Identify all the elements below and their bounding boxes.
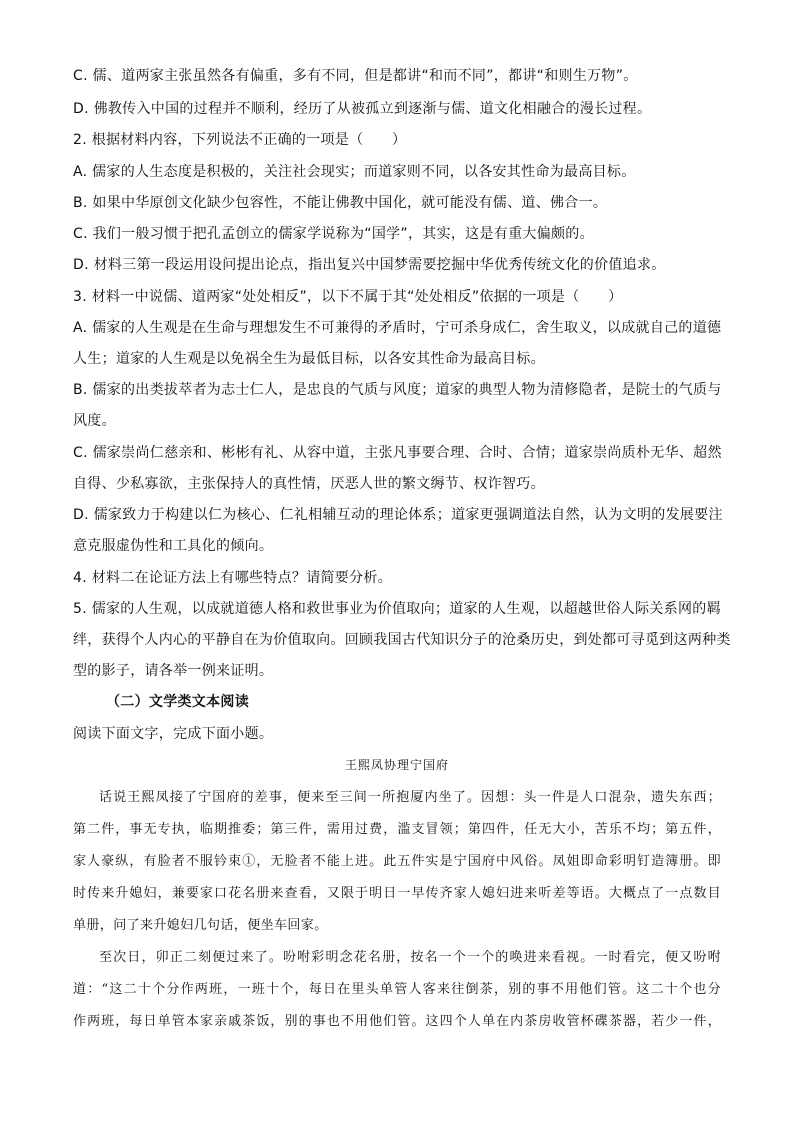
option-line: B. 如果中华原创文化缺少包容性，不能让佛教中国化，就可能没有儒、道、佛合一。 bbox=[73, 195, 608, 211]
option-line: D. 材料三第一段运用设问提出论点，指出复兴中国梦需要挖掘中华优秀传统文化的价值追求。 bbox=[73, 257, 666, 273]
option-line: C. 儒、道两家主张虽然各有偏重，多有不同，但是都讲“和而不同”，都讲“和则生万物”。 bbox=[73, 68, 638, 84]
option-line: 人生；道家的人生观是以免祸全生为最低目标，以各安其性命为最高目标。 bbox=[73, 351, 545, 367]
story-line: 单册，问了来升媳妇几句话，便坐车回家。 bbox=[73, 918, 328, 933]
question-stem: 3. 材料一中说儒、道两家“处处相反”，以下不属于其“处处相反”依据的一项是（ ） bbox=[73, 289, 623, 305]
option-line: D. 儒家致力于构建以仁为核心、仁礼相辅互动的理论体系；道家更强调道法自然，认为文明的发展要注 bbox=[73, 507, 723, 523]
option-line: D. 佛教传入中国的过程并不顺利，经历了从被孤立到逐渐与儒、道文化相融合的漫长过程。 bbox=[73, 101, 652, 117]
story-title: 王熙凤协理宁国府 bbox=[344, 758, 449, 772]
option-line: A. 儒家的人生观是在生命与理想发生不可兼得的矛盾时，宁可杀身成仁，舍生取义，以成就自己的道德 bbox=[73, 320, 722, 336]
option-line: 风度。 bbox=[73, 413, 116, 429]
question-line: 5. 儒家的人生观，以成就道德人格和救世事业为价值取向；道家的人生观，以超越世俗人际关系网的羁 bbox=[73, 601, 721, 617]
question-stem: 2. 根据材料内容，下列说法不正确的一项是（ ） bbox=[73, 132, 407, 148]
question-stem: 4. 材料二在论证方法上有哪些特点？请简要分析。 bbox=[73, 570, 393, 586]
story-line: 作两班，每日单管本家亲戚茶饭，别的事也不用他们管。这四个人单在内茶房收管杯碟茶器，若少一件， bbox=[73, 1014, 721, 1029]
section-heading: （二）文学类文本阅读 bbox=[106, 694, 249, 710]
option-line: C. 儒家崇尚仁慈亲和、彬彬有礼、从容中道，主张凡事要合理、合时、合情；道家崇尚质朴无华、超然 bbox=[73, 445, 722, 461]
story-line: 家人豪纵，有脸者不服钤束①，无脸者不能上进。此五件实是宁国府中风俗。凤姐即命彩明钉造簿册。即 bbox=[73, 854, 721, 869]
story-line: 话说王熙凤接了宁国府的差事，便来至三间一所抱厦内坐了。因想：头一件是人口混杂，遗失东西； bbox=[99, 790, 721, 805]
option-line: B. 儒家的出类拔萃者为志士仁人，是忠良的气质与风度；道家的典型人物为清修隐者，是院士的气质与 bbox=[73, 382, 722, 398]
question-line: 绊，获得个人内心的平静自在为价值取向。回顾我国古代知识分子的沧桑历史，到处都可寻觅到这两种类 bbox=[73, 632, 731, 648]
story-line: 时传来升媳妇，兼要家口花名册来查看，又限于明日一早传齐家人媳妇进来听差等语。大概点了一点数目 bbox=[73, 886, 721, 901]
option-line: A. 儒家的人生态度是积极的，关注社会现实；而道家则不同，以各安其性命为最高目标。 bbox=[73, 164, 636, 180]
story-line: 至次日，卯正二刻便过来了。吩咐彩明念花名册，按名一个一个的唤进来看视。一时看完，便又吩咐 bbox=[99, 950, 721, 965]
story-line: 道：“这二十个分作两班，一班十个，每日在里头单管人客来往倒茶，别的事不用他们管。这二十个也分 bbox=[73, 982, 721, 997]
section-instruction: 阅读下面文字，完成下面小题。 bbox=[73, 726, 274, 742]
option-line: 意克服虚伪性和工具化的倾向。 bbox=[73, 538, 274, 554]
option-line: C. 我们一般习惯于把孔孟创立的儒家学说称为“国学”，其实，这是有重大偏颇的。 bbox=[73, 226, 594, 242]
story-line: 第二件，事无专执，临期推委；第三件，需用过费，滥支冒领；第四件，任无大小，苦乐不均；第五件， bbox=[73, 822, 721, 837]
question-line: 型的影子，请各举一例来证明。 bbox=[73, 663, 274, 679]
option-line: 自得、少私寡欲，主张保持人的真性情，厌恶人世的繁文缛节、权诈智巧。 bbox=[73, 476, 545, 492]
